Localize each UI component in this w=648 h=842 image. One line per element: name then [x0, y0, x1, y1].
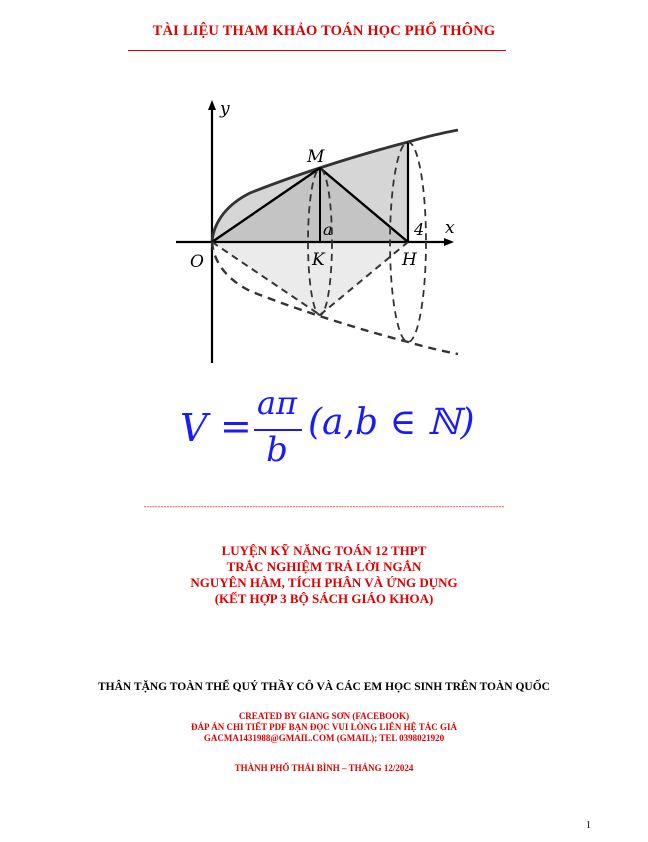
series-title-block	[0, 543, 648, 607]
series-line-2: TRẮC NGHIỆM TRẢ LỜI NGẮN	[226, 559, 422, 574]
formula-denominator: b	[266, 430, 288, 470]
y-axis-arrow	[208, 100, 216, 110]
x-axis-arrow	[444, 238, 454, 246]
credits-block	[0, 711, 648, 744]
header-underline	[128, 50, 506, 51]
formula-lhs: V	[180, 406, 208, 450]
formula-equals: =	[220, 404, 252, 448]
label-k: K	[312, 250, 325, 270]
dedication-text: THÂN TẶNG TOÀN THỂ QUÝ THẦY CÔ VÀ CÁC EM HỌC SINH TRÊN TOÀN QUỐC	[98, 681, 550, 693]
series-line-4: (KẾT HỢP 3 BỘ SÁCH GIÁO KHOA)	[214, 591, 434, 606]
series-line-3: NGUYÊN HÀM, TÍCH PHÂN VÀ ỨNG DỤNG	[190, 575, 458, 590]
credits-line-1: CREATED BY GIANG SƠN (FACEBOOK)	[238, 711, 410, 721]
label-x: x	[445, 218, 455, 238]
location-date: THÀNH PHỐ THÁI BÌNH – THÁNG 12/2024	[234, 763, 414, 773]
label-m: M	[307, 147, 325, 167]
label-y: y	[220, 99, 230, 119]
credits-line-3: GACMA1431988@GMAIL.COM (GMAIL); TEL 0398021920	[203, 733, 445, 743]
volume-figure	[150, 95, 480, 370]
formula-condition: (a,b ∈ ℕ)	[308, 402, 475, 443]
label-a: a	[323, 220, 333, 239]
page-number: 1	[586, 820, 591, 831]
credits-line-2: ĐÁP ÁN CHI TIẾT PDF BẠN ĐỌC VUI LÒNG LIÊN HỆ TÁC GIẢ	[190, 722, 458, 732]
label-4: 4	[414, 220, 425, 239]
series-line-1: LUYỆN KỸ NĂNG TOÁN 12 THPT	[221, 543, 427, 558]
formula-numerator: aπ	[256, 384, 298, 422]
page-header-title: TÀI LIỆU THAM KHẢO TOÁN HỌC PHỔ THÔNG	[152, 23, 496, 39]
dashed-divider: ------------------------------------------------------------------------------------------------------------------------------	[143, 502, 505, 511]
label-h: H	[402, 250, 417, 270]
volume-formula	[168, 384, 488, 472]
label-o: O	[190, 252, 204, 272]
